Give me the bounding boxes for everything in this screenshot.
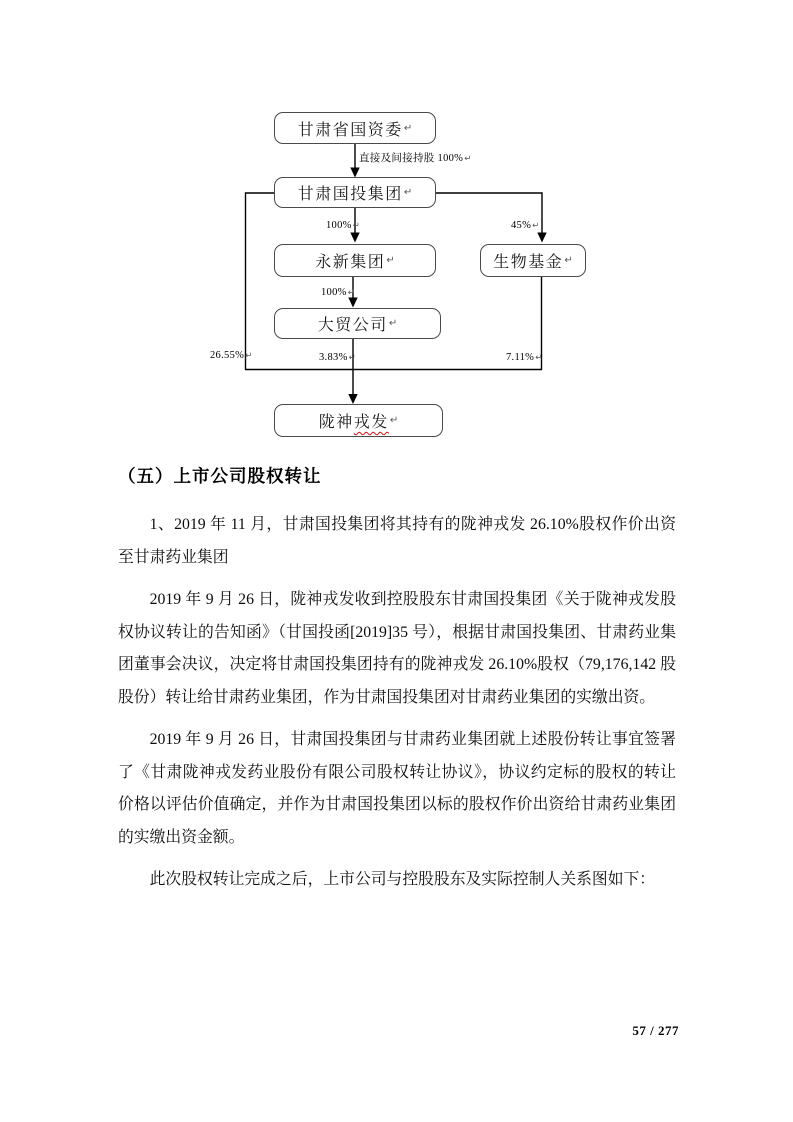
org-node-label: 生物基金 bbox=[493, 254, 564, 271]
return-mark: ↵ bbox=[347, 287, 355, 297]
org-node-gansu-sasac bbox=[274, 112, 436, 144]
edge-label-text: 7.11% bbox=[506, 352, 535, 363]
return-mark: ↵ bbox=[403, 122, 413, 134]
edge-label-text: 直接及间接持股 100% bbox=[359, 153, 464, 164]
org-node-label: 大贸公司 bbox=[317, 317, 388, 334]
edge-label-text: 45% bbox=[511, 220, 532, 231]
equity-structure-diagram bbox=[0, 0, 793, 450]
org-node-damao-company bbox=[274, 308, 441, 339]
org-chart-connector-lines bbox=[0, 0, 793, 450]
document-body bbox=[118, 466, 676, 907]
edge-label-direct-indirect-100pct bbox=[359, 150, 471, 165]
return-mark: ↵ bbox=[535, 352, 543, 362]
return-mark: ↵ bbox=[532, 220, 540, 230]
return-mark: ↵ bbox=[564, 255, 573, 266]
paragraph-1: 1、2019 年 11 月，甘肃国投集团将其持有的陇神戎发 26.10%股权作价出资至甘肃药业集团 bbox=[118, 516, 676, 566]
section-heading: （五）上市公司股权转让 bbox=[118, 466, 322, 486]
return-mark: ↵ bbox=[389, 415, 399, 426]
org-node-gansu-guotou-group bbox=[274, 177, 436, 208]
org-node-label: 甘肃国投集团 bbox=[297, 186, 403, 203]
edge-label-2655pct-guotou-longshen bbox=[210, 350, 253, 361]
return-mark: ↵ bbox=[348, 352, 356, 362]
return-mark: ↵ bbox=[388, 318, 398, 329]
org-node-yongxin-group bbox=[274, 244, 436, 277]
return-mark: ↵ bbox=[245, 350, 253, 360]
org-node-label: 甘肃省国资委 bbox=[297, 121, 403, 139]
org-node-longshen-rongfa bbox=[274, 404, 443, 437]
edge-label-text: 100% bbox=[326, 220, 352, 231]
org-node-bio-fund bbox=[480, 244, 586, 277]
org-node-label: 永新集团 bbox=[315, 254, 386, 271]
paragraph-2: 2019 年 9 月 26 日，陇神戎发收到控股股东甘肃国投集团《关于陇神戎发股权协议转让的告知函》（甘国投函[2019]35 号），根据甘肃国投集团、甘肃药业集团董事会决议，决定将甘肃国投集团持有的陇神戎发 26.10%股权（79,176,142 股股份）转让给甘肃药业集团，作为甘肃国投集团对甘肃药业集团的实缴出资。 bbox=[118, 591, 676, 706]
edge-label-100pct-yongxin-damao bbox=[321, 287, 355, 298]
edge-label-text: 3.83% bbox=[319, 352, 348, 363]
edge-label-45pct-guotou-biofund bbox=[511, 220, 539, 231]
edge-label-text: 100% bbox=[321, 287, 347, 298]
return-mark: ↵ bbox=[403, 187, 413, 198]
return-mark: ↵ bbox=[352, 220, 360, 230]
org-node-label-spellcheck: 戎发 bbox=[353, 414, 389, 431]
edge-label-100pct-guotou-yongxin bbox=[326, 220, 360, 231]
edge-label-text: 26.55% bbox=[210, 350, 245, 361]
paragraph-4: 此次股权转让完成之后，上市公司与控股股东及实际控制人关系图如下： bbox=[149, 871, 656, 888]
paragraph-3: 2019 年 9 月 26 日，甘肃国投集团与甘肃药业集团就上述股份转让事宜签署了《甘肃陇神戎发药业股份有限公司股权转让协议》，协议约定标的股权的转让价格以评估价值确定，并作为甘肃国投集团以标的股权作价出资给甘肃药业集团的实缴出资金额。 bbox=[118, 731, 676, 846]
page-number: 57 / 277 bbox=[632, 1023, 679, 1038]
org-node-label: 陇神 bbox=[318, 414, 354, 431]
return-mark: ↵ bbox=[464, 153, 472, 163]
edge-label-711pct-biofund-longshen bbox=[506, 352, 542, 363]
return-mark: ↵ bbox=[386, 255, 395, 266]
edge-label-383pct-damao-longshen bbox=[319, 352, 356, 363]
